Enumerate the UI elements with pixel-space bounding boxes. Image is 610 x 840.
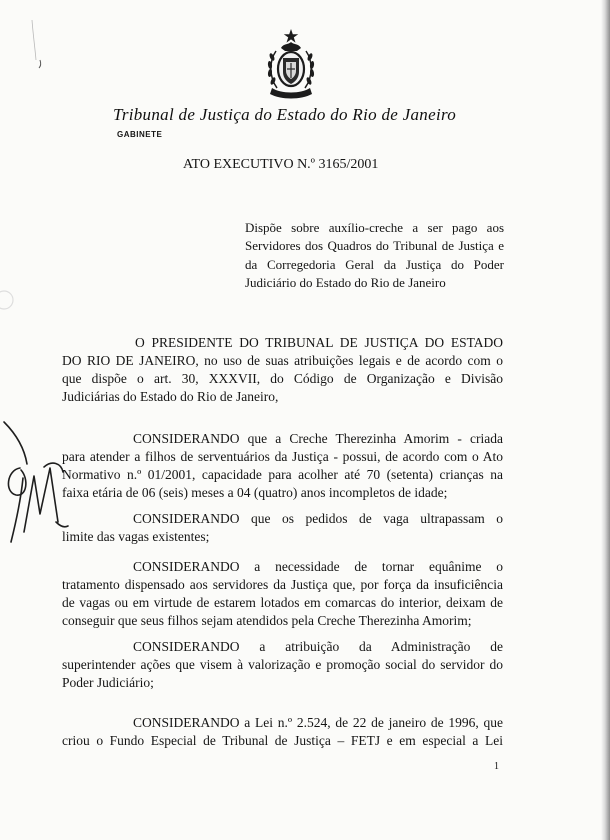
paragraph-line: conseguir que seus filhos sejam atendidos pela Creche Therezinha Amorim; xyxy=(62,613,472,628)
emblem-laurel-right xyxy=(305,51,315,88)
scan-page-edge xyxy=(601,0,610,840)
summary-block xyxy=(245,219,504,292)
summary-line: da Corregedoria Geral da Justiça do Poder xyxy=(245,256,504,272)
emblem-ribbon xyxy=(270,88,312,99)
preamble-paragraph xyxy=(62,334,503,406)
considerando-paragraph xyxy=(62,558,503,630)
institution-name: Tribunal de Justiça do Estado do Rio de Janeiro xyxy=(113,105,457,124)
paragraph-line: tratamento dispensado aos servidores da Justiça que, por força da insuficiência xyxy=(62,577,503,592)
paragraph-line: limite das vagas existentes; xyxy=(62,529,210,544)
considerando-paragraph xyxy=(62,510,503,546)
summary-line: Dispõe sobre auxílio-creche a ser pago aos xyxy=(245,220,504,235)
paragraph-line: criou o Fundo Especial de Tribunal de Justiça – FETJ e em especial a Lei xyxy=(62,733,503,748)
paragraph-line: CONSIDERANDO a Lei n.º 2.524, de 22 de janeiro de 1996, que xyxy=(133,715,503,730)
paragraph-line: CONSIDERANDO a necessidade de tornar equânime o xyxy=(133,559,503,574)
paragraph-line: CONSIDERANDO que a Creche Therezinha Amorim - criada xyxy=(133,431,503,446)
considerando-paragraph xyxy=(62,714,503,750)
summary-line: Servidores dos Quadros do Tribunal de Justiça e xyxy=(245,238,504,254)
paragraph-line: de vagas ou em virtude de estarem lotados em comarcas do interior, deixam de xyxy=(62,595,503,610)
emblem-star xyxy=(284,29,298,43)
paragraph-line: Normativo n.º 01/2001, capacidade para acolher até 70 (setenta) crianças na xyxy=(62,467,503,482)
paragraph-line: O PRESIDENTE DO TRIBUNAL DE JUSTIÇA DO ESTADO xyxy=(135,335,503,350)
punch-hole-mark-icon xyxy=(0,286,16,314)
paragraph-line: DO RIO DE JANEIRO, no uso de suas atribuições legais e de acordo com o xyxy=(62,353,503,368)
considerando-paragraph xyxy=(62,430,503,502)
document-title: ATO EXECUTIVO N.º 3165/2001 xyxy=(183,157,379,172)
emblem-laurel-left xyxy=(267,51,277,88)
coat-of-arms-icon xyxy=(261,27,321,103)
paragraph-line: para atender a filhos de serventuários da Justiça - possui, de acordo com o Ato xyxy=(62,449,503,464)
paragraph-line: faixa etária de 06 (seis) meses a 04 (quatro) anos incompletos de idade; xyxy=(62,485,448,500)
paragraph-line: que dispõe o art. 30, XXXVII, do Código de Organização e Divisão xyxy=(62,371,503,386)
considerando-paragraph xyxy=(62,638,503,692)
emblem-eagle xyxy=(281,42,301,51)
department-label: GABINETE xyxy=(117,130,163,139)
paragraph-line: CONSIDERANDO que os pedidos de vaga ultrapassam o xyxy=(133,511,503,526)
paragraph-line: Poder Judiciário; xyxy=(62,675,154,690)
paragraph-line: Judiciárias do Estado do Rio de Janeiro, xyxy=(62,389,279,404)
paragraph-line: superintender ações que visem à valorização e promoção social do servidor do xyxy=(62,657,503,672)
handwritten-initials-icon xyxy=(0,418,72,548)
paragraph-line: CONSIDERANDO a atribuição da Administração de xyxy=(133,639,503,654)
scan-mark-icon xyxy=(22,14,52,70)
page-number: 1 xyxy=(494,761,499,772)
summary-line: Judiciário do Estado do Rio de Janeiro xyxy=(245,274,446,290)
